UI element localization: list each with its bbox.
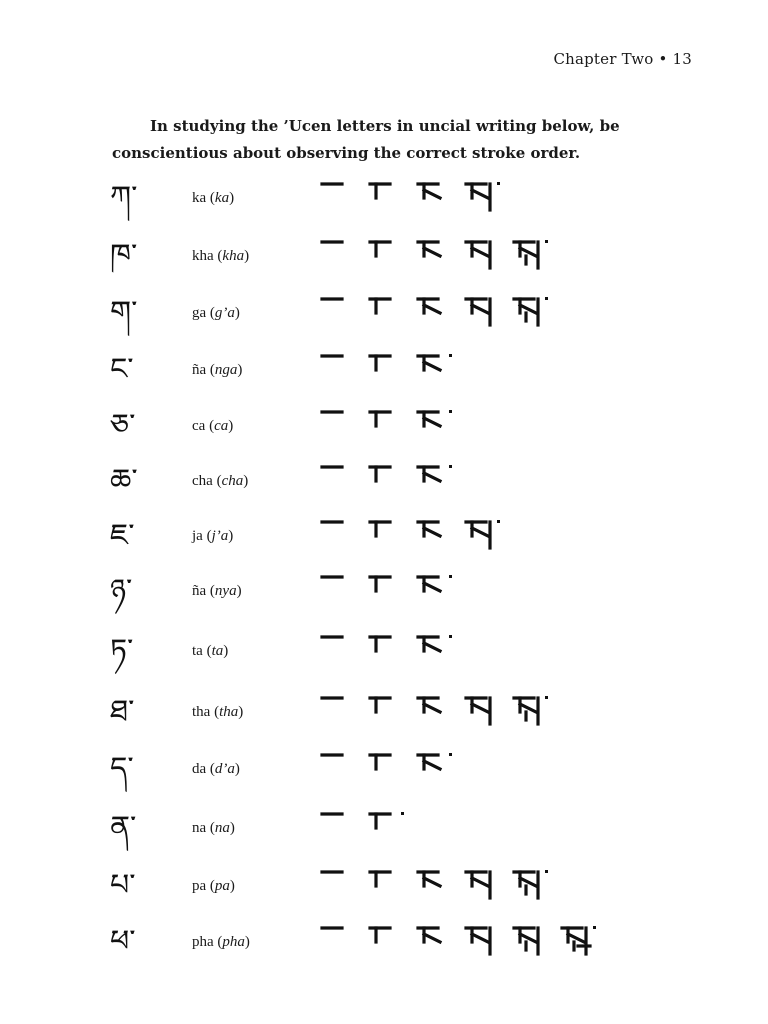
stroke-order-sequence: [316, 800, 616, 856]
stroke-order-step: [364, 291, 408, 335]
letter-row: [0, 741, 768, 797]
open-paren: (: [212, 473, 222, 489]
open-paren: (: [213, 934, 223, 950]
stroke-order-step: [460, 234, 504, 278]
tibetan-letter-glyph: ད་: [110, 751, 134, 786]
stroke-order-sequence: [316, 285, 616, 341]
tibetan-letter-glyph: ང་: [110, 352, 134, 387]
letter-pronunciation: ka: [214, 190, 230, 206]
close-paren: ): [228, 528, 234, 544]
stroke-order-step: [412, 514, 456, 558]
letter-transliteration: [192, 623, 228, 679]
letter-transliteration: [192, 508, 233, 564]
stroke-order-step: [316, 514, 360, 558]
open-paren: (: [206, 761, 215, 777]
open-paren: (: [206, 820, 215, 836]
stroke-order-step: [364, 404, 408, 448]
open-paren: (: [202, 643, 212, 659]
open-paren: (: [213, 248, 223, 264]
letter-row: [0, 453, 768, 509]
tibetan-letter-glyph: ག་: [110, 295, 138, 330]
letter-row: [0, 563, 768, 619]
letter-transliteration: [192, 170, 234, 226]
stroke-order-step: [412, 690, 456, 734]
letter-transliteration: [192, 228, 249, 284]
stroke-order-step: [412, 747, 456, 791]
stroke-order-step: [364, 348, 408, 392]
close-paren: ): [228, 418, 234, 434]
stroke-order-step: [364, 176, 408, 220]
stroke-order-step: [460, 920, 504, 964]
letter-transliteration: [192, 398, 233, 454]
stroke-order-step: [412, 234, 456, 278]
letter-row: [0, 684, 768, 740]
stroke-order-step: [316, 920, 360, 964]
stroke-order-step: [412, 291, 456, 335]
intro-paragraph: In studying the ’Ucen letters in uncial writing below, be conscientious about observing the correct stroke order.: [112, 117, 620, 162]
close-paren: ): [244, 934, 250, 950]
stroke-order-step: [364, 234, 408, 278]
close-paren: ): [238, 704, 244, 720]
stroke-order-sequence: [316, 623, 616, 679]
stroke-order-step: [556, 920, 600, 964]
letter-pronunciation: nya: [214, 583, 237, 599]
stroke-order-sequence: [316, 228, 616, 284]
stroke-order-step: [508, 864, 552, 908]
tibetan-letter-glyph: ཁ་: [110, 238, 138, 273]
stroke-order-sequence: [316, 858, 616, 914]
stroke-order-step: [460, 176, 504, 220]
open-paren: (: [206, 362, 215, 378]
letter-row: [0, 623, 768, 679]
letter-name: ña: [192, 362, 207, 378]
stroke-order-step: [316, 459, 360, 503]
letter-row: [0, 342, 768, 398]
stroke-order-step: [412, 404, 456, 448]
stroke-order-sequence: [316, 741, 616, 797]
tibetan-letter-glyph: ཏ་: [110, 633, 134, 668]
stroke-order-sequence: [316, 684, 616, 740]
letter-row: [0, 228, 768, 284]
letter-transliteration: [192, 858, 235, 914]
close-paren: ): [244, 248, 250, 264]
letter-row: [0, 508, 768, 564]
tibetan-letter-glyph: ན་: [110, 810, 137, 845]
stroke-order-step: [316, 747, 360, 791]
stroke-order-sequence: [316, 398, 616, 454]
letter-row: [0, 800, 768, 856]
letter-name: ka: [192, 190, 207, 206]
running-head: Chapter Two • 13: [553, 50, 692, 68]
letter-transliteration: [192, 285, 240, 341]
letter-pronunciation: pha: [222, 934, 245, 950]
stroke-order-step: [316, 348, 360, 392]
stroke-order-step: [508, 291, 552, 335]
letter-pronunciation: nga: [214, 362, 238, 378]
stroke-order-step: [316, 569, 360, 613]
stroke-order-step: [508, 920, 552, 964]
letter-pronunciation: tha: [219, 704, 239, 720]
stroke-order-step: [316, 629, 360, 673]
letter-pronunciation: na: [214, 820, 230, 836]
tibetan-letter-glyph: ཅ་: [110, 408, 136, 443]
stroke-order-step: [364, 747, 408, 791]
stroke-order-step: [460, 514, 504, 558]
stroke-order-step: [508, 690, 552, 734]
stroke-order-step: [460, 690, 504, 734]
tibetan-letter-glyph: ཀ་: [110, 180, 138, 215]
stroke-order-step: [316, 291, 360, 335]
stroke-order-step: [364, 629, 408, 673]
close-paren: ): [229, 190, 235, 206]
close-paren: ): [234, 761, 240, 777]
stroke-order-step: [412, 920, 456, 964]
letter-transliteration: [192, 914, 250, 970]
letter-name: ja: [192, 528, 203, 544]
stroke-order-sequence: [316, 453, 616, 509]
stroke-order-step: [364, 806, 408, 850]
tibetan-letter-glyph: ཉ་: [110, 573, 133, 608]
tibetan-letter-glyph: ཆ་: [110, 463, 138, 498]
open-paren: (: [206, 878, 215, 894]
letter-name: da: [192, 761, 207, 777]
stroke-order-sequence: [316, 914, 616, 970]
stroke-order-step: [460, 291, 504, 335]
tibetan-letter-glyph: ཇ་: [110, 518, 135, 553]
letter-row: [0, 398, 768, 454]
tibetan-letter-glyph: ཐ་: [110, 694, 135, 729]
letter-transliteration: [192, 453, 248, 509]
stroke-order-sequence: [316, 342, 616, 398]
letter-pronunciation: j’a: [211, 528, 229, 544]
letter-row: [0, 285, 768, 341]
letter-row: [0, 914, 768, 970]
letter-pronunciation: cha: [221, 473, 244, 489]
open-paren: (: [206, 305, 215, 321]
letter-name: cha: [192, 473, 213, 489]
stroke-order-step: [412, 864, 456, 908]
tibetan-letter-glyph: ཕ་: [110, 924, 136, 959]
letter-name: na: [192, 820, 207, 836]
tibetan-letter-glyph: པ་: [110, 868, 136, 903]
letter-transliteration: [192, 342, 242, 398]
letter-pronunciation: pa: [214, 878, 230, 894]
letter-pronunciation: ta: [211, 643, 224, 659]
letter-pronunciation: kha: [222, 248, 245, 264]
close-paren: ): [237, 362, 243, 378]
stroke-order-step: [412, 348, 456, 392]
stroke-order-step: [316, 806, 360, 850]
open-paren: (: [206, 583, 215, 599]
stroke-order-step: [316, 864, 360, 908]
open-paren: (: [206, 190, 215, 206]
stroke-order-step: [412, 459, 456, 503]
letter-name: ga: [192, 305, 207, 321]
letter-name: pha: [192, 934, 214, 950]
letter-row: [0, 858, 768, 914]
open-paren: (: [205, 418, 215, 434]
letter-pronunciation: d’a: [214, 761, 235, 777]
stroke-order-step: [316, 690, 360, 734]
stroke-order-step: [364, 569, 408, 613]
letter-row: [0, 170, 768, 226]
close-paren: ): [234, 305, 240, 321]
close-paren: ): [229, 820, 235, 836]
letter-name: tha: [192, 704, 211, 720]
stroke-order-step: [316, 234, 360, 278]
open-paren: (: [202, 528, 212, 544]
letter-name: ña: [192, 583, 207, 599]
stroke-order-step: [412, 176, 456, 220]
close-paren: ): [236, 583, 242, 599]
letter-pronunciation: g’a: [214, 305, 235, 321]
stroke-order-step: [364, 920, 408, 964]
stroke-order-step: [412, 569, 456, 613]
stroke-order-step: [316, 404, 360, 448]
letter-transliteration: [192, 684, 243, 740]
open-paren: (: [210, 704, 220, 720]
close-paren: ): [243, 473, 249, 489]
letter-name: pa: [192, 878, 207, 894]
letter-name: ta: [192, 643, 203, 659]
letter-pronunciation: ca: [214, 418, 229, 434]
letter-name: ca: [192, 418, 206, 434]
stroke-order-step: [460, 864, 504, 908]
stroke-order-step: [508, 234, 552, 278]
stroke-order-sequence: [316, 563, 616, 619]
stroke-order-sequence: [316, 170, 616, 226]
stroke-order-step: [364, 690, 408, 734]
letter-transliteration: [192, 563, 242, 619]
stroke-order-step: [412, 629, 456, 673]
stroke-order-step: [364, 514, 408, 558]
close-paren: ): [229, 878, 235, 894]
stroke-order-step: [316, 176, 360, 220]
close-paren: ): [223, 643, 229, 659]
letter-name: kha: [192, 248, 214, 264]
stroke-order-step: [364, 864, 408, 908]
letter-transliteration: [192, 800, 235, 856]
stroke-order-sequence: [316, 508, 616, 564]
stroke-order-step: [364, 459, 408, 503]
letter-transliteration: [192, 741, 240, 797]
